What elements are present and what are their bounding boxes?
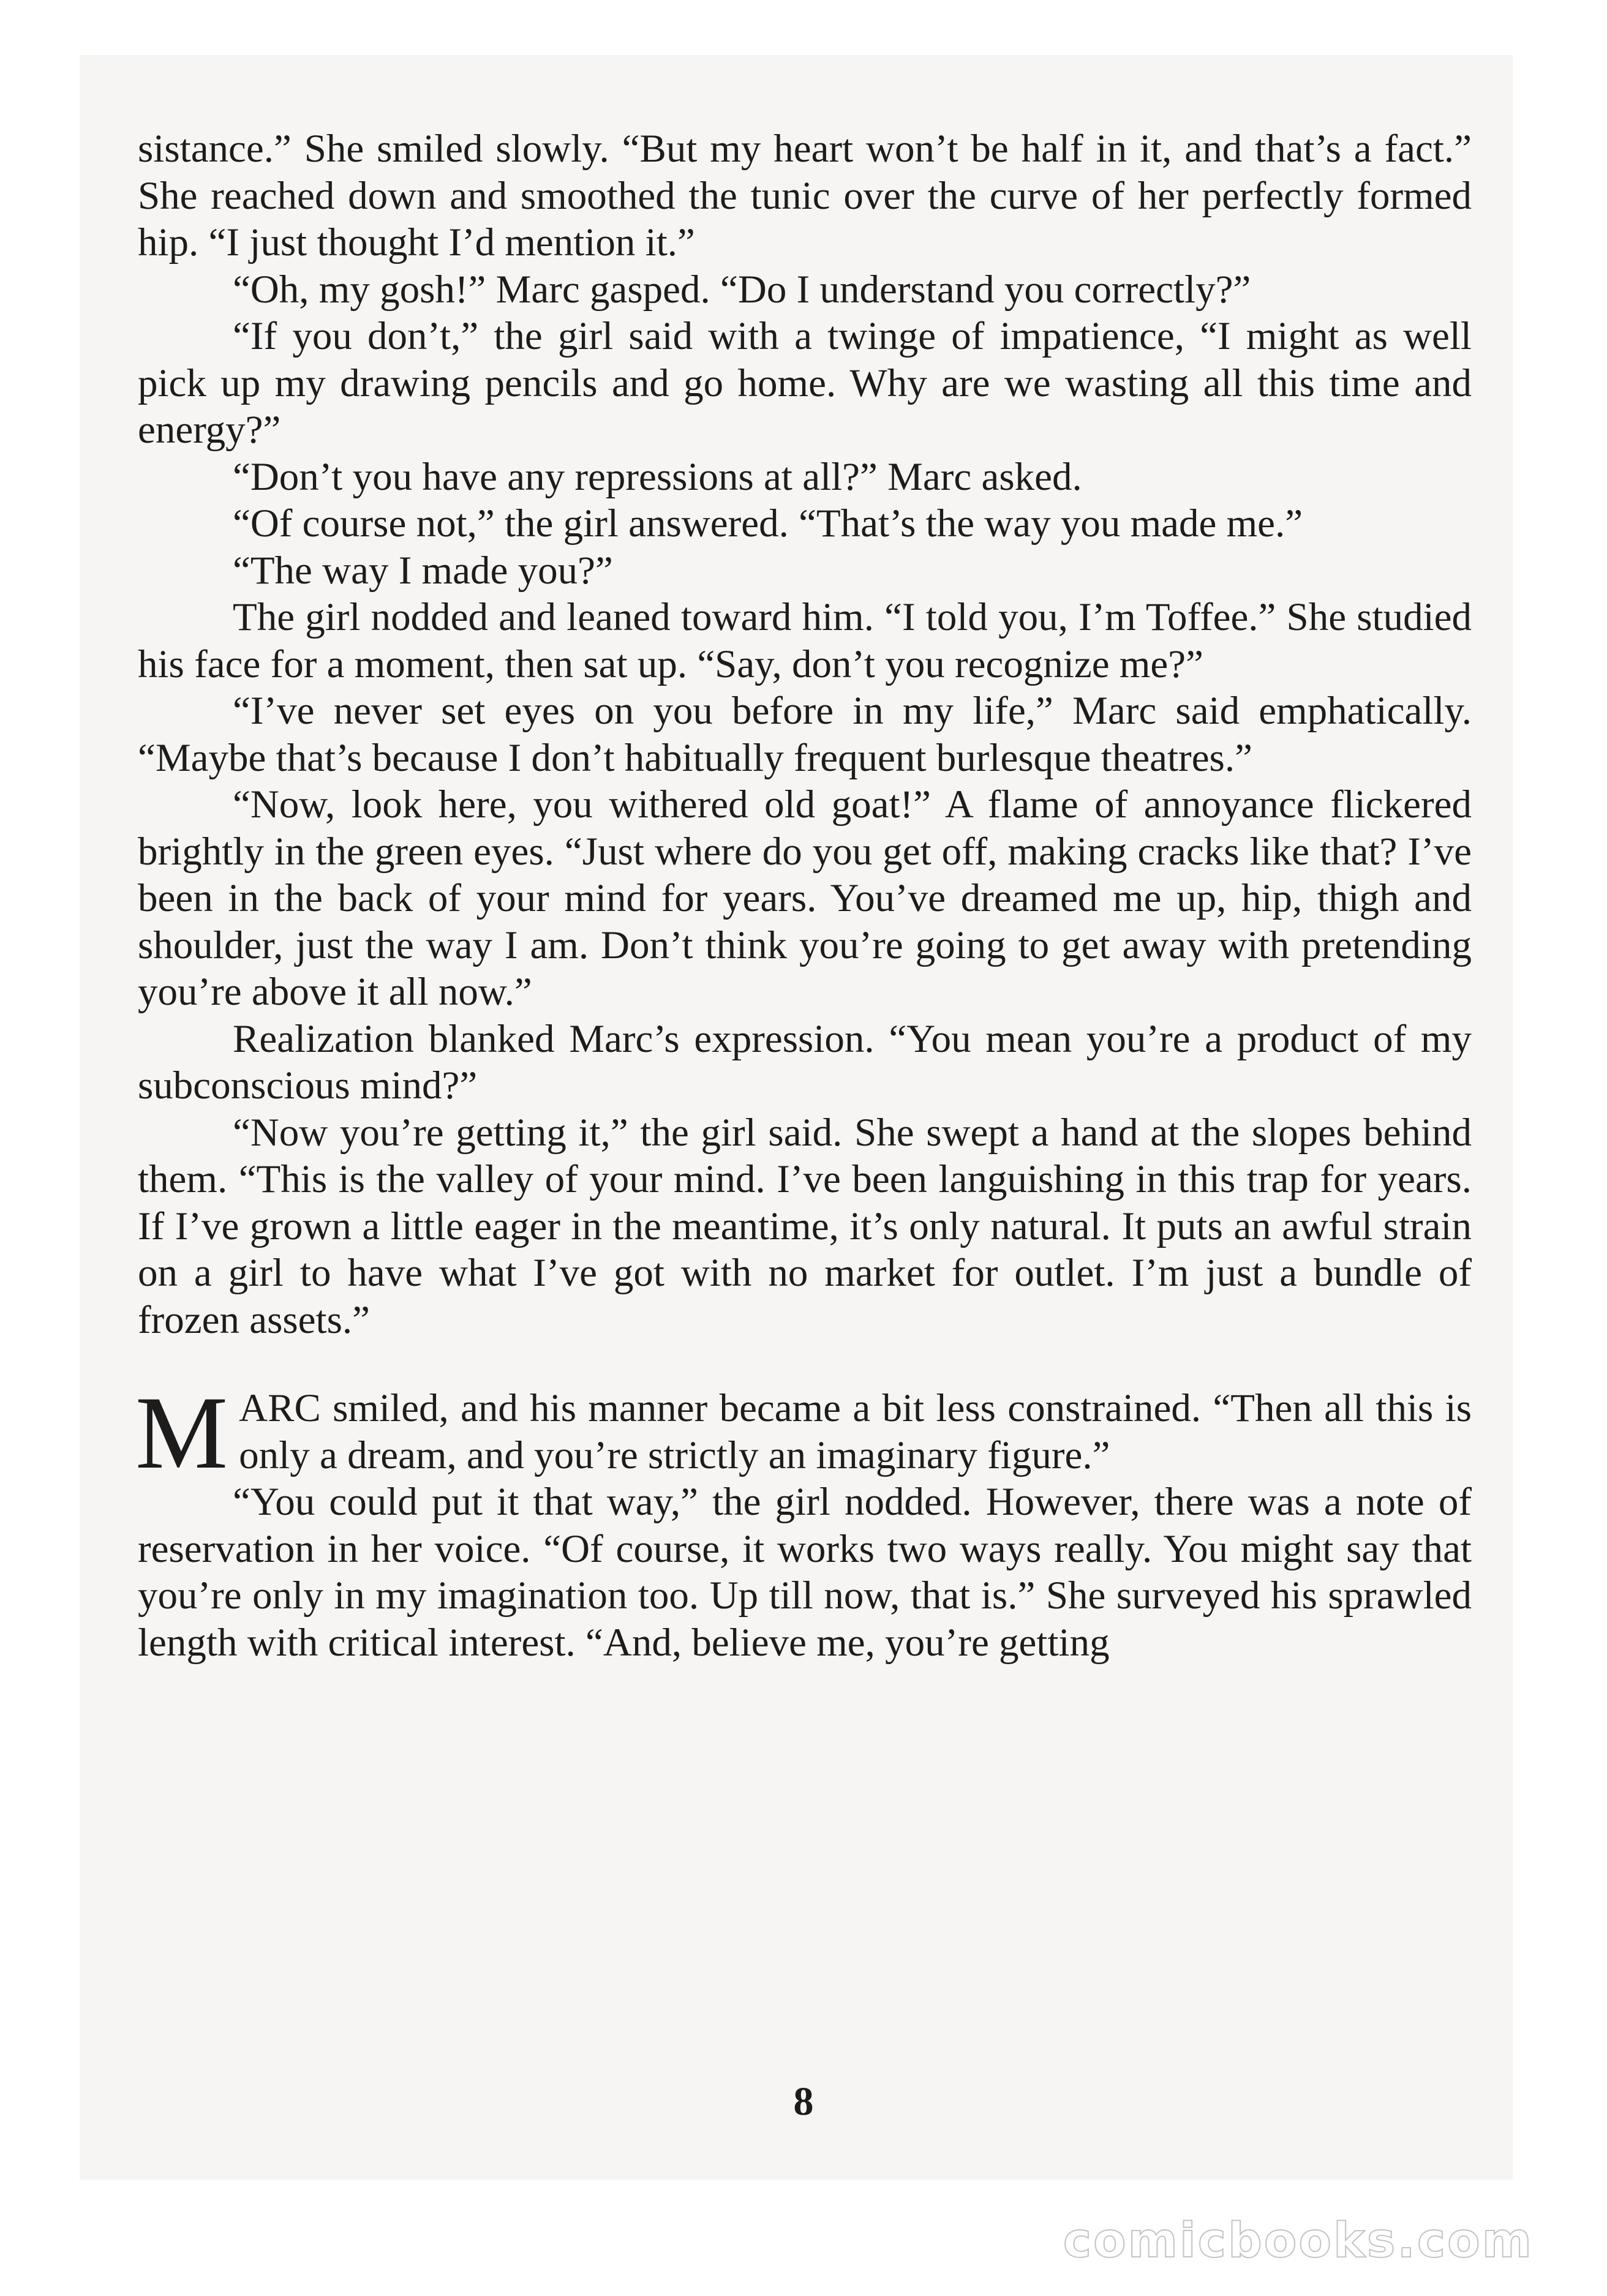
- paragraph: “Now you’re getting it,” the girl said. She swept a hand at the slopes behind them. “This is the valley of your mind. I’ve been languishing in this trap for years. If I’ve grown a little eager in the meantime, it’s only natural. It puts an awful strain on a girl to have what I’ve got with no market for outlet. I’m just a bundle of frozen assets.”: [138, 1110, 1472, 1342]
- paragraph: sistance.” She smiled slowly. “But my heart won’t be half in it, and that’s a fact.” She reached down and smoothed the tunic over the curve of her perfectly formed hip. “I just thought I’d mention it.”: [138, 127, 1472, 264]
- paragraph: Realization blanked Marc’s expression. “You mean you’re a product of my subconscious mind?”: [138, 1016, 1472, 1108]
- drop-cap-letter: M: [135, 1375, 228, 1490]
- paragraph: “If you don’t,” the girl said with a twinge of impatience, “I might as well pick up my drawing pencils and go home. Why are we wasting all this time and energy?”: [138, 314, 1472, 452]
- dropcap-paragraph: [135, 1375, 1472, 1490]
- page-body-text: [135, 126, 1472, 1666]
- paragraph: “You could put it that way,” the girl nodded. However, there was a note of reservation in her voice. “Of course, it works two ways really. You might say that you’re only in my imagination too. Up till now, that is.” She surveyed his sprawled length with critical interest. “And, believe me, you’re getting: [138, 1480, 1472, 1665]
- dropcap-paragraph-text: ARC smiled, and his manner became a bit less constrained. “Then all this is only a dream, and you’re strictly an imaginary figure.”: [239, 1386, 1472, 1477]
- paragraph: “I’ve never set eyes on you before in my life,” Marc said emphatically. “Maybe that’s because I don’t habitually frequent burlesque theatres.”: [138, 689, 1472, 780]
- paragraph: “Don’t you have any repressions at all?” Marc asked.: [233, 454, 1082, 499]
- paragraph: “The way I made you?”: [233, 548, 613, 593]
- paragraph: “Oh, my gosh!” Marc gasped. “Do I understand you correctly?”: [233, 267, 1251, 312]
- watermark-logo: comicbooks.com: [1063, 2213, 1534, 2268]
- paragraph: “Now, look here, you withered old goat!” A flame of annoyance flickered brightly in the green eyes. “Just where do you get off, making cracks like that? I’ve been in the back of your mind for years. You’ve dreamed me up, hip, thigh and shoulder, just the way I am. Don’t think you’re going to get away with pretending you’re above it all now.”: [138, 782, 1472, 1014]
- paragraph: The girl nodded and leaned toward him. “I told you, I’m Toffee.” She studied his face for a moment, then sat up. “Say, don’t you recognize me?”: [138, 595, 1472, 686]
- paragraph: “Of course not,” the girl answered. “That’s the way you made me.”: [233, 501, 1303, 546]
- page-number: 8: [793, 2079, 814, 2124]
